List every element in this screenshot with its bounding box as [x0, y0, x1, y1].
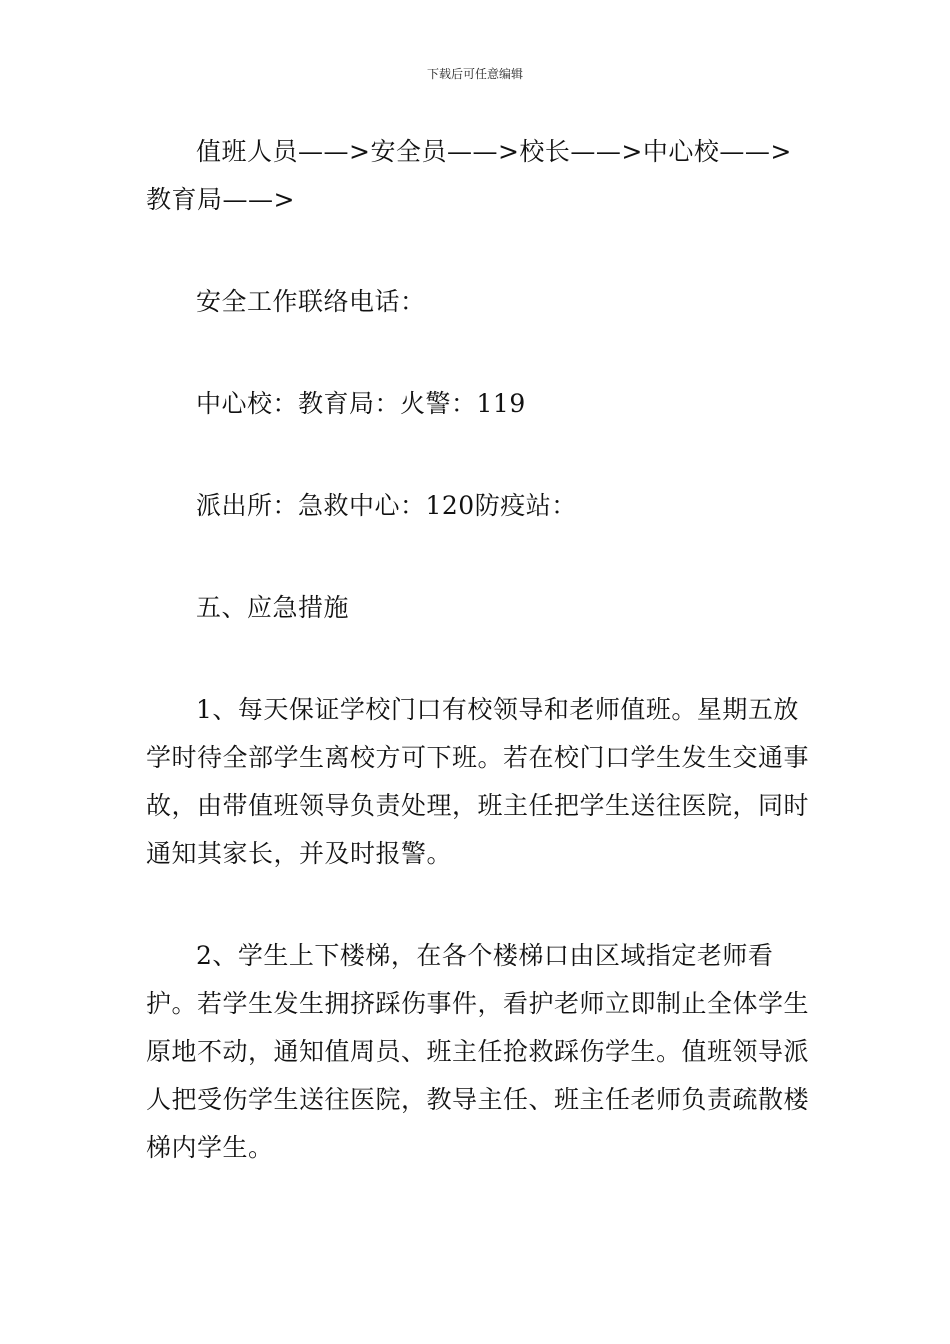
paragraph-measure-1: 1、每天保证学校门口有校领导和老师值班。星期五放学时待全部学生离校方可下班。若在校门口学生发生交通事故，由带值班领导负责处理，班主任把学生送往医院，同时通知其家长，并及时报警。	[146, 695, 810, 868]
paragraph-contact-heading: 安全工作联络电话：	[196, 287, 426, 316]
section-heading-emergency-measures: 五、应急措施	[196, 593, 350, 622]
document-body	[146, 128, 814, 1172]
paragraph-measure-2: 2、学生上下楼梯，在各个楼梯口由区域指定老师看护。若学生发生拥挤踩伤事件，看护老师立即制止全体学生原地不动，通知值周员、班主任抢救踩伤学生。值班领导派人把受伤学生送往医院，教导主任、班主任老师负责疏散楼梯内学生。	[146, 941, 810, 1162]
paragraph-contact-line-2: 派出所：急救中心：120防疫站：	[196, 491, 577, 520]
paragraph-reporting-chain: 值班人员——>安全员——>校长——>中心校——>教育局——>	[146, 137, 792, 214]
paragraph-contact-line-1: 中心校：教育局：火警：119	[196, 389, 526, 418]
page-header-note: 下载后可任意编辑	[426, 67, 523, 81]
